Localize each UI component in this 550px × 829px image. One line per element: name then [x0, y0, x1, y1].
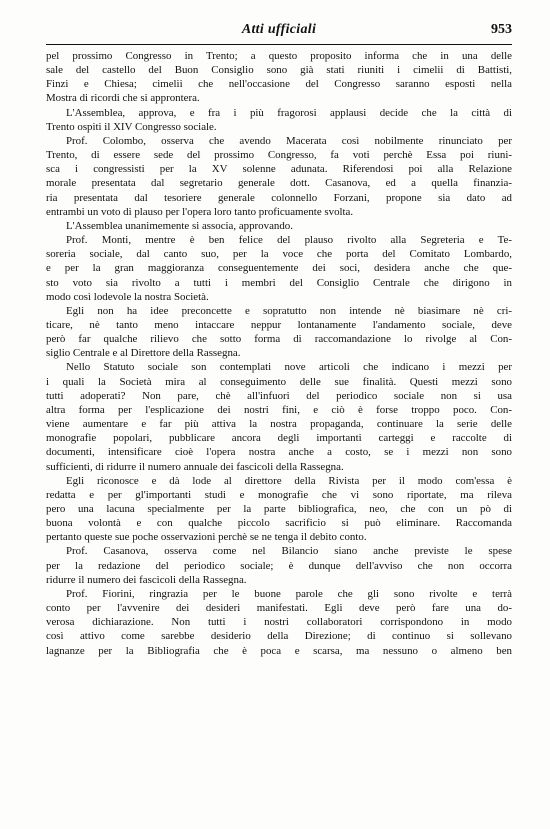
- running-title: Atti ufficiali: [241, 22, 317, 37]
- text-line: Trento ospiti il XIV Congresso sociale.: [46, 120, 217, 133]
- text-line: ria presentata dal tesoriere generale colonnello Forzani, propone sia dato ad: [46, 191, 512, 204]
- text-line: Egli riconosce e dà lode al direttore della Rivista per il modo com'essa è: [66, 474, 512, 487]
- paragraph: [46, 134, 512, 219]
- text-line: tutti adoperati? Non pare, chè all'infuori del periodico sociale non si usa: [46, 389, 512, 402]
- text-line: documenti, intensificare cioè l'opera nostra anche a costo, se i mezzi non sono: [46, 446, 512, 459]
- text-line: ticare, nè tanto meno intaccare neppur lontanamente l'andamento sociale, deve: [46, 318, 512, 331]
- paragraph: [46, 544, 512, 586]
- header-rule: [46, 44, 512, 45]
- text-line: pertanto queste sue poche osservazioni perchè se ne tenga il debito conto.: [46, 531, 367, 544]
- text-line: Prof. Fiorini, ringrazia per le buone parole che gli sono rivolte e terrà: [66, 587, 512, 600]
- text-line: Prof. Colombo, osserva che avendo Macerata così nobilmente rinunciato per: [66, 134, 512, 147]
- text-line: Trento, di essere sede del prossimo Congresso, fa voti perchè Essa poi riuni-: [46, 149, 512, 162]
- text-line: Prof. Casanova, osserva come nel Bilancio siano anche previste le spese: [66, 545, 512, 558]
- text-line: sale del castello del Buon Consiglio sono già stati riuniti i cimelii di Battisti,: [46, 64, 512, 77]
- text-line: per la redazione del periodico sociale; è dunque dell'avviso che non occorra: [46, 559, 512, 572]
- text-line: Nello Statuto sociale son contemplati nove articoli che indicano i mezzi per: [66, 361, 512, 374]
- text-line: viene aumentare e far più attiva la nostra propaganda, continuare la serie delle: [46, 418, 512, 431]
- text-line: e per la gran maggioranza conseguentemente dei soci, desidera anche che que-: [46, 262, 512, 275]
- paragraph: [46, 219, 512, 233]
- text-line: Finzi e Chiesa; cimelii che nell'occasione del Congresso saranno esposti nella: [46, 78, 512, 91]
- text-line: altra forma per l'esplicazione dei nostri fini, e ciò è forse troppo poco. Con-: [46, 403, 512, 416]
- paragraph: [46, 304, 512, 361]
- text-line: monografie popolari, pubblicare ancora degli importanti carteggi e raccolte di: [46, 432, 512, 445]
- text-line: redatta e per gl'importanti studi e monografie che vi sono riportate, ma rileva: [46, 488, 512, 501]
- text-line: però far qualche rilievo che sotto forma di raccomandazione lo rivolge al Con-: [46, 333, 512, 346]
- paragraph: [46, 587, 512, 658]
- text-line: entrambi un voto di plauso per l'opera loro tanto proficuamente svolta.: [46, 205, 354, 218]
- text-line: verosa dichiarazione. Non tutti i nostri collaboratori corrispondono in modo: [46, 616, 512, 629]
- text-line: così attivo come sarebbe desiderio della Direzione; di continuo si sollevano: [46, 630, 512, 643]
- text-line: morale presentata dal segretario generale dott. Casanova, ed a quella finanzia-: [46, 177, 512, 190]
- text-line: buona volontà e con qualche piccolo sacrificio si può eliminare. Raccomanda: [46, 517, 512, 530]
- text-line: pero una lacuna specialmente per la parte bibliografica, neo, che con un pò di: [46, 503, 512, 515]
- body-text: [46, 49, 512, 658]
- text-line: ridurre il numero dei fascicoli della Rassegna.: [46, 573, 247, 586]
- text-line: i quali la Società mira al conseguimento delle sue finalità. Questi mezzi sono: [46, 375, 512, 388]
- text-line: Prof. Monti, mentre è ben felice del plauso rivolto alla Segreteria e Te-: [66, 234, 512, 247]
- paragraph: [46, 474, 512, 545]
- paragraph: [46, 233, 512, 304]
- page-header: [46, 22, 512, 42]
- paragraph: [46, 360, 512, 473]
- text-line: conto per l'avvenire dei desideri manifestati. Egli deve però fare una do-: [46, 602, 512, 615]
- text-line: Egli non ha idee preconcette e sopratutto non intende nè biasimare nè cri-: [66, 304, 512, 317]
- text-line: sto voto sia rivolto a tutti i membri del Consiglio Centrale che dirigono in: [46, 276, 512, 289]
- text-line: modo così lodevole la nostra Società.: [46, 290, 209, 303]
- text-line: L'Assemblea, approva, e fra i più fragorosi applausi decide che la città di: [66, 106, 512, 119]
- text-line: lagnanze per la Bibliografia che è poca e scarsa, ma nessuno o almeno ben: [46, 644, 512, 657]
- text-line: L'Assemblea unanimemente si associa, approvando.: [66, 219, 293, 232]
- page-number: 953: [491, 22, 512, 37]
- paragraph: [46, 49, 512, 106]
- text-line: sca i congressisti per la XV solenne adunata. Riferendosi poi alla Relazione: [46, 163, 512, 176]
- text-line: pel prossimo Congresso in Trento; a questo proposito informa che in una delle: [46, 50, 512, 62]
- paragraph: [46, 106, 512, 134]
- text-line: siglio Centrale e al Direttore della Rassegna.: [46, 347, 241, 360]
- text-line: sufficienti, di ridurre il numero annuale dei fascicoli della Rassegna.: [46, 460, 344, 473]
- text-line: soreria sociale, dal canto suo, per la voce che porta del Comitato Lombardo,: [46, 248, 512, 261]
- text-line: Mostra di ricordi che si approntera.: [46, 92, 200, 105]
